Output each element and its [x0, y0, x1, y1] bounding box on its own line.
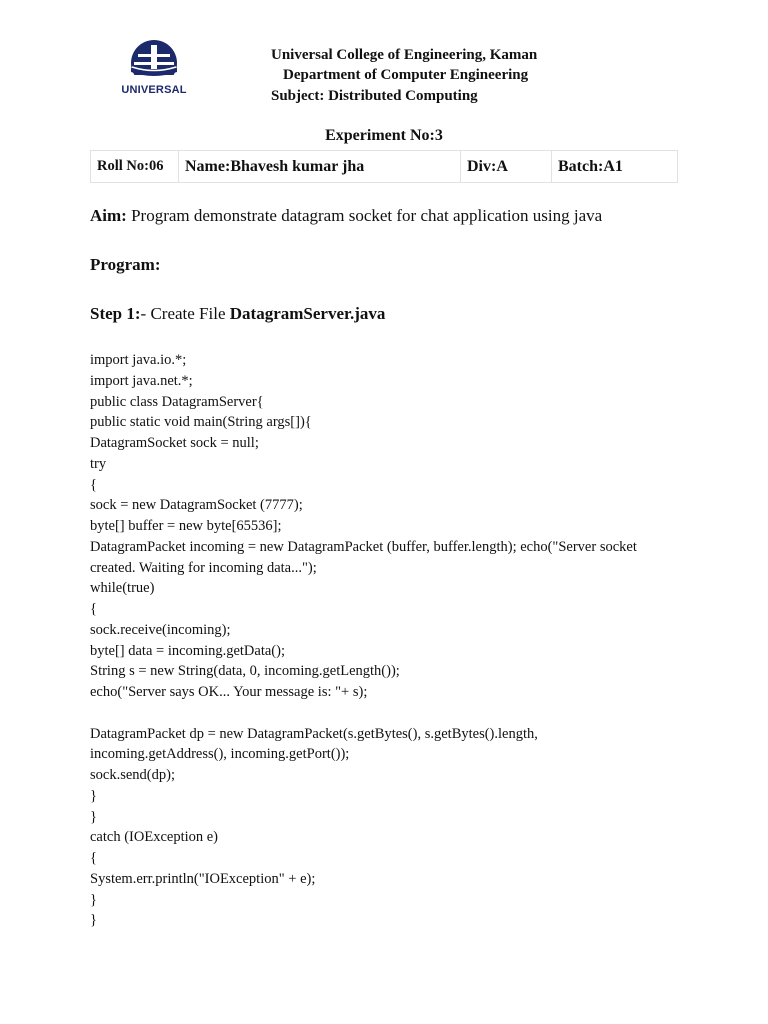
- college-name: Universal College of Engineering, Kaman: [271, 47, 538, 63]
- code-line: {: [90, 850, 97, 866]
- code-line: String s = new String(data, 0, incoming.getLength());: [90, 663, 400, 680]
- student-info-table: [90, 150, 678, 183]
- code-line: byte[] data = incoming.getData();: [90, 642, 285, 659]
- step-heading: [90, 304, 385, 324]
- aim-label: Aim:: [90, 206, 127, 225]
- code-line: {: [90, 476, 97, 493]
- aim-text: Program demonstrate datagram socket for chat application using java: [126, 206, 603, 225]
- subject-line: Subject: Distributed Computing: [271, 88, 478, 104]
- code-line: {: [90, 601, 97, 617]
- code-line: import java.io.*;: [90, 352, 187, 368]
- code-line: while(true): [90, 580, 155, 597]
- code-line: byte[] buffer = new byte[65536];: [90, 518, 282, 534]
- code-line: sock.receive(incoming);: [90, 621, 231, 638]
- experiment-title: Experiment No:3: [325, 127, 443, 144]
- code-line: DatagramSocket sock = null;: [90, 435, 259, 451]
- code-line: DatagramPacket incoming = new DatagramPacket (buffer, buffer.length); echo("Server socket: [90, 538, 637, 555]
- batch-cell: Batch:A1: [552, 151, 678, 183]
- step-text: - Create File: [140, 304, 230, 323]
- code-line: }: [90, 891, 97, 908]
- code-line: echo("Server says OK... Your message is: "+ s);: [90, 684, 368, 700]
- code-line: try: [90, 455, 107, 472]
- logo-text: UNIVERSAL: [121, 84, 187, 96]
- code-line: System.err.println("IOException" + e);: [90, 870, 316, 887]
- code-line: public static void main(String args[]){: [90, 414, 312, 431]
- code-line: DatagramPacket dp = new DatagramPacket(s.getBytes(), s.getBytes().length,: [90, 725, 538, 742]
- division-cell: Div:A: [461, 151, 552, 183]
- code-line: }: [90, 912, 97, 929]
- student-name-cell: Name:Bhavesh kumar jha: [179, 151, 461, 183]
- code-line: }: [90, 808, 97, 825]
- roll-number-cell: Roll No:06: [91, 151, 179, 183]
- program-heading: Program:: [90, 255, 161, 274]
- step-filename: DatagramServer.java: [229, 304, 386, 323]
- code-line: public class DatagramServer{: [90, 393, 264, 410]
- step-label: Step 1:: [90, 304, 141, 323]
- code-line: sock = new DatagramSocket (7777);: [90, 497, 303, 514]
- department-name: Department of Computer Engineering: [283, 67, 529, 83]
- table-row: [91, 151, 678, 183]
- code-line: incoming.getAddress(), incoming.getPort());: [90, 746, 350, 763]
- aim-paragraph: [90, 206, 602, 226]
- code-line: sock.send(dp);: [90, 767, 175, 783]
- code-line: created. Waiting for incoming data...");: [90, 559, 317, 576]
- code-listing: [90, 350, 690, 931]
- code-line: }: [90, 787, 97, 804]
- code-line: import java.net.*;: [90, 372, 193, 389]
- code-line: catch (IOException e): [90, 829, 219, 846]
- code-line: [90, 703, 690, 724]
